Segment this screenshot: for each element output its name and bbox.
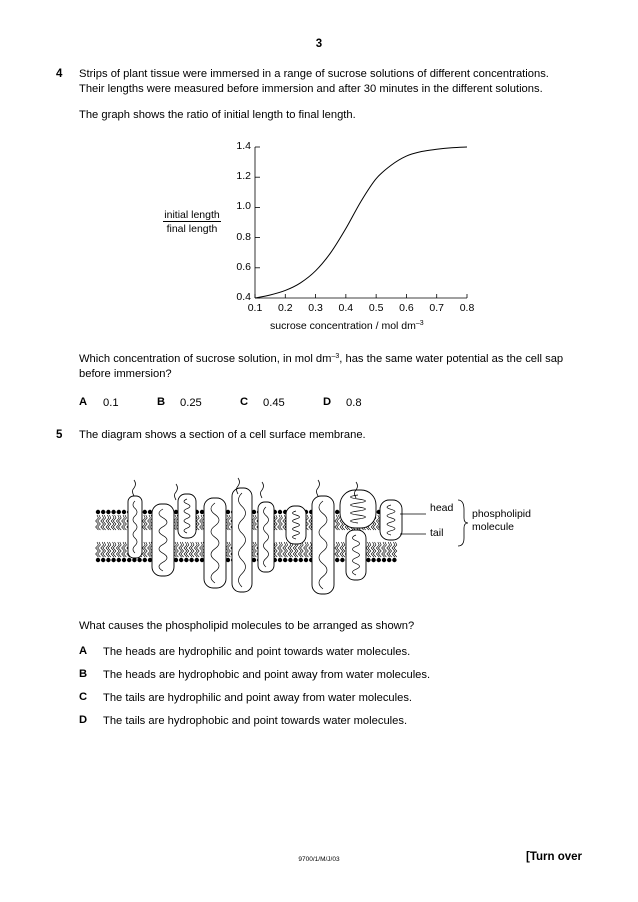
phospholipid-head [335, 510, 339, 514]
phospholipid-head [101, 558, 105, 562]
phospholipid-head [293, 558, 297, 562]
membrane-protein [258, 502, 274, 572]
q4-option-c-text[interactable]: 0.45 [263, 397, 285, 409]
ratio-chart [0, 0, 638, 340]
y-tick-label: 1.0 [236, 200, 251, 213]
phospholipid-head [392, 558, 396, 562]
phospholipid-head [111, 510, 115, 514]
membrane-protein [340, 490, 376, 528]
q4-option-d-text[interactable]: 0.8 [346, 397, 362, 409]
q5-option-c-letter[interactable]: C [79, 691, 88, 703]
phospholipid-head [366, 558, 370, 562]
phospholipid-head [148, 510, 152, 514]
question-4-intro-line2: Their lengths were measured before immersion and after 30 minutes in the different solutions. [79, 83, 543, 95]
phospholipid-label-line2: molecule [472, 521, 515, 533]
membrane-protein [380, 500, 402, 540]
phospholipid-head [117, 558, 121, 562]
q4-option-a-letter[interactable]: A [79, 396, 88, 408]
cell-membrane-diagram [0, 470, 638, 600]
question-4-number: 4 [56, 68, 63, 80]
phospholipid-head [377, 558, 381, 562]
membrane-protein [286, 506, 306, 544]
phospholipid-head [288, 558, 292, 562]
q5-option-c-text[interactable]: The tails are hydrophilic and point away from water molecules. [103, 692, 413, 704]
q4-option-c-letter[interactable]: C [240, 396, 249, 408]
q4-option-d-letter[interactable]: D [323, 396, 332, 408]
y-tick-label: 1.4 [236, 140, 251, 152]
question-5-number: 5 [56, 429, 63, 441]
q5-option-a-text[interactable]: The heads are hydrophilic and point towards water molecules. [103, 646, 411, 658]
q4-option-b-letter[interactable]: B [157, 396, 166, 408]
membrane-protein [232, 488, 252, 592]
phospholipid-head [148, 558, 152, 562]
phospholipid-head [122, 558, 126, 562]
paper-code: 9700/1/M/J/03 [298, 856, 340, 863]
phospholipid-head [252, 510, 256, 514]
q5-option-d-letter[interactable]: D [79, 714, 88, 726]
q5-option-a-letter[interactable]: A [79, 645, 88, 657]
phospholipid-head [143, 558, 147, 562]
x-axis-label [270, 320, 424, 332]
phospholipid-head [278, 510, 282, 514]
x-axis-label-sup: –3 [415, 320, 424, 327]
y-axis-label-numerator: initial length [164, 209, 220, 221]
membrane-protein [152, 504, 174, 576]
membrane-protein [204, 498, 226, 588]
chart-axes [255, 147, 467, 298]
chart-series-line [255, 147, 467, 298]
membrane-protein [312, 496, 334, 594]
phospholipid-head [174, 510, 178, 514]
membrane-proteins [128, 478, 402, 594]
phospholipid-head [143, 510, 147, 514]
q4-option-a-text[interactable]: 0.1 [103, 397, 119, 409]
phospholipid-head [117, 510, 121, 514]
phospholipid-head [96, 558, 100, 562]
phospholipid-head [137, 558, 141, 562]
phospholipid-head [127, 558, 131, 562]
tail-label: tail [430, 527, 444, 539]
phospholipid-head [304, 558, 308, 562]
phospholipid-head [174, 558, 178, 562]
y-axis-label [158, 208, 226, 236]
phospholipid-head [184, 558, 188, 562]
phospholipid-head [195, 558, 199, 562]
y-tick-label: 0.8 [236, 230, 251, 243]
question-4-prompt-part2: , has the same water potential as the cell sap [339, 353, 564, 365]
phospholipid-head [371, 558, 375, 562]
y-tick-label: 0.6 [236, 260, 251, 273]
phospholipid-head [111, 558, 115, 562]
q5-option-b-letter[interactable]: B [79, 668, 88, 680]
phospholipid-head [382, 558, 386, 562]
phospholipid-head [96, 510, 100, 514]
phospholipid-head [101, 510, 105, 514]
phospholipid-head [226, 558, 230, 562]
question-4-intro-line1: Strips of plant tissue were immersed in a range of sucrose solutions of different concentrations. [79, 68, 549, 80]
glycoprotein-chain [317, 480, 320, 496]
q5-option-b-text[interactable]: The heads are hydrophobic and point away from water molecules. [103, 669, 431, 681]
phospholipid-head [106, 510, 110, 514]
turn-over: [Turn over [525, 851, 582, 863]
question-5-intro: The diagram shows a section of a cell surface membrane. [79, 429, 366, 441]
glycoprotein-chain [133, 480, 136, 496]
membrane-protein [178, 494, 196, 538]
x-tick-label: 0.3 [308, 302, 323, 314]
phospholipid-head [226, 510, 230, 514]
question-4-graph-intro: The graph shows the ratio of initial length to final length. [79, 109, 356, 121]
x-axis-label-text: sucrose concentration / mol dm [270, 320, 416, 332]
phospholipid-head [122, 510, 126, 514]
question-4-prompt-sup: –3 [331, 353, 340, 360]
phospholipid-head [299, 558, 303, 562]
question-4-prompt-line1 [79, 352, 599, 367]
phospholipid-label-line1: phospholipid [472, 508, 531, 520]
phospholipid-head [179, 558, 183, 562]
question-4-prompt-part1: Which concentration of sucrose solution, in mol dm [79, 353, 332, 365]
glycoprotein-chain [261, 482, 264, 498]
x-tick-label: 0.4 [338, 302, 354, 314]
membrane-protein [128, 496, 142, 558]
x-tick-label: 0.7 [429, 302, 444, 314]
q5-option-d-text[interactable]: The tails are hydrophobic and point towards water molecules. [103, 715, 408, 727]
question-5-prompt: What causes the phospholipid molecules to be arranged as shown? [79, 620, 415, 632]
x-tick-label: 0.2 [277, 302, 293, 314]
phospholipid-head [278, 558, 282, 562]
group-brace [458, 500, 468, 546]
phospholipid-head [200, 510, 204, 514]
phospholipid-head [283, 558, 287, 562]
x-tick-label: 0.5 [368, 302, 384, 314]
phospholipid-head [252, 558, 256, 562]
y-tick-label: 1.2 [236, 170, 251, 183]
head-label: head [430, 502, 454, 514]
phospholipid-head [106, 558, 110, 562]
x-tick-label: 0.6 [399, 302, 414, 314]
membrane-protein [346, 530, 366, 580]
page-number: 3 [315, 38, 323, 50]
phospholipid-head [189, 558, 193, 562]
question-4-prompt-line2: before immersion? [79, 368, 172, 380]
phospholipid-head [340, 558, 344, 562]
phospholipid-head [335, 558, 339, 562]
phospholipid-head [200, 558, 204, 562]
y-tick-label: 0.4 [236, 291, 251, 303]
phospholipid-head [387, 558, 391, 562]
x-tick-label: 0.8 [459, 302, 475, 314]
y-axis-label-denominator: final length [166, 223, 218, 235]
x-tick-label: 0.1 [247, 302, 263, 314]
phospholipid-head [132, 558, 136, 562]
glycoprotein-chain [175, 484, 178, 500]
q4-option-b-text[interactable]: 0.25 [180, 397, 202, 409]
